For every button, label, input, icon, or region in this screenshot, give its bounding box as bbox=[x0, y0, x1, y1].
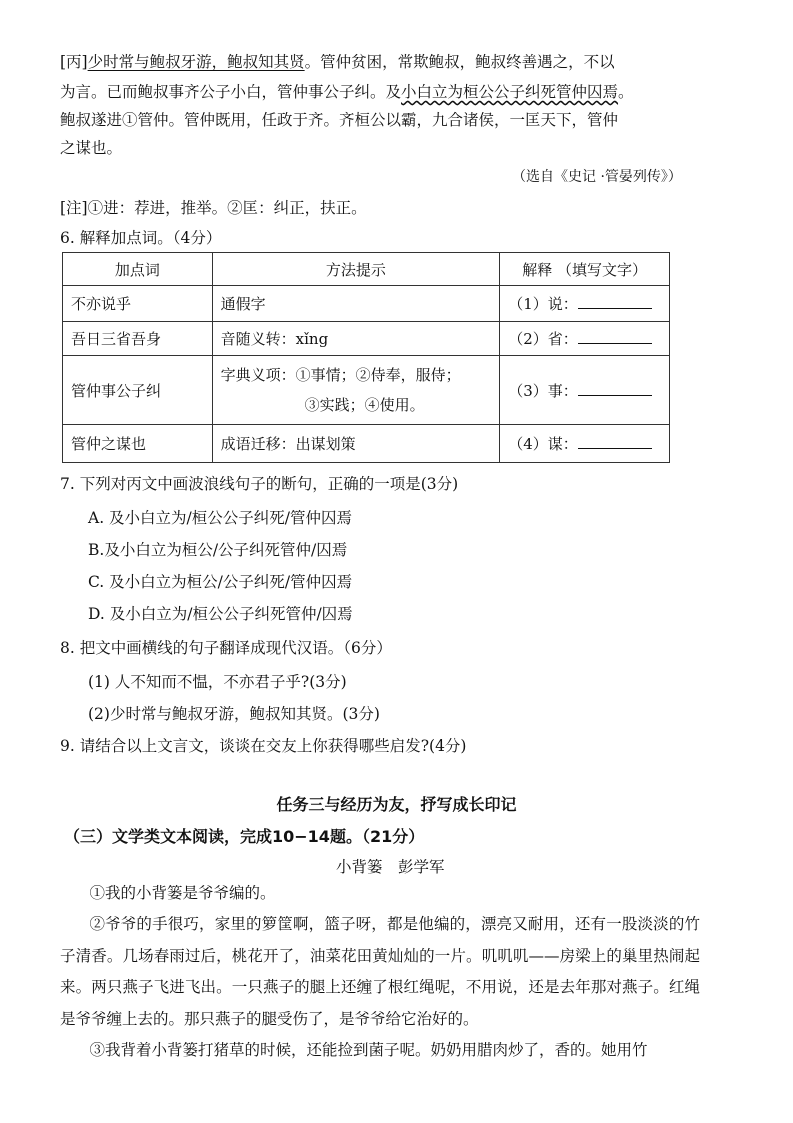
table-cell-hint: 成语迁移：出谋划策 bbox=[212, 425, 500, 463]
table-cell-word: 管仲之谋也 bbox=[63, 425, 213, 463]
answer-blank[interactable] bbox=[578, 328, 652, 344]
question-6-stem: 6. 解释加点词。（4分） bbox=[60, 229, 222, 247]
table-cell-hint: 音随义转：xǐng bbox=[212, 322, 500, 356]
table-cell-answer bbox=[500, 425, 670, 463]
question-8-stem: 8. 把文中画横线的句子翻译成现代汉语。（6分） bbox=[60, 639, 392, 657]
passage-text: 。 bbox=[618, 83, 634, 101]
passage-bracket-label: [丙] bbox=[60, 53, 88, 71]
table-cell-answer bbox=[500, 286, 670, 322]
question-9-stem: 9. 请结合以上文言文，谈谈在交友上你获得哪些启发?(4分) bbox=[60, 737, 467, 755]
table-cell-answer bbox=[500, 356, 670, 425]
table-cell-answer bbox=[500, 322, 670, 356]
story-title: 小背篓 彭学军 bbox=[336, 858, 445, 876]
table-header: 方法提示 bbox=[212, 253, 500, 286]
underlined-sentence: 少时常与鲍叔牙游，鲍叔知其贤 bbox=[87, 53, 305, 71]
passage-text: 。管仲贫困，常欺鲍叔，鲍叔终善遇之，不以 bbox=[304, 53, 615, 71]
table-row bbox=[63, 356, 670, 425]
passage-text: 为言。已而鲍叔事齐公子小白，管仲事公子纠。及 bbox=[60, 83, 402, 101]
wavy-underlined-sentence: 小白立为桓公公子纠死管仲囚焉 bbox=[401, 83, 619, 101]
footnote: [注]①进：荐进，推举。②匡：纠正，扶正。 bbox=[60, 199, 367, 217]
vocab-table bbox=[62, 252, 670, 463]
table-cell-hint: 通假字 bbox=[212, 286, 500, 322]
answer-label: （3）事： bbox=[508, 381, 578, 400]
passage-line-3: 鲍叔遂进①管仲。管仲既用，任政于齐。齐桓公以霸，九合诸侯，一匡天下，管仲 bbox=[60, 111, 619, 129]
option-d[interactable]: D. 及小白立为/桓公公子纠死管仲/囚焉 bbox=[88, 605, 353, 623]
task-heading: 任务三与经历为友，抒写成长印记 bbox=[276, 795, 517, 814]
passage-source: （选自《史记 ·管晏列传》） bbox=[512, 169, 682, 185]
question-8-item: (2)少时常与鲍叔牙游，鲍叔知其贤。(3分) bbox=[88, 705, 380, 723]
answer-label: （2）省： bbox=[508, 330, 578, 348]
table-cell-word: 管仲事公子纠 bbox=[63, 356, 213, 425]
answer-blank[interactable] bbox=[578, 433, 652, 449]
option-b[interactable]: B.及小白立为桓公/公子纠死管仲/囚焉 bbox=[88, 541, 348, 559]
option-c[interactable]: C. 及小白立为桓公/公子纠死/管仲囚焉 bbox=[88, 573, 353, 591]
story-paragraph-2: ②爷爷的手很巧，家里的箩筐啊，篮子呀，都是他编的，漂亮又耐用，还有一股淡淡的竹子清香。几场春雨过后，桃花开了，油菜花田黄灿灿的一片。叽叽叽——房梁上的巢里热闹起来。两只燕子飞进飞出。一只燕子的腿上还缠了根红绳呢，不用说，还是去年那对燕子。红绳是爷爷缠上去的。那只燕子的腿受伤了，是爷爷给它治好的。 bbox=[60, 915, 700, 1028]
section-heading: （三）文学类文本阅读，完成10−14题。（21分） bbox=[64, 827, 425, 846]
table-cell-hint bbox=[212, 356, 500, 425]
question-8-item: (1) 人不知而不愠，不亦君子乎?(3分) bbox=[88, 673, 347, 691]
table-row bbox=[63, 286, 670, 322]
answer-label: （4）谋： bbox=[508, 435, 578, 453]
hint-line: ③实践；④使用。 bbox=[304, 396, 425, 414]
story-paragraph-3: ③我背着小背篓打猪草的时候，还能捡到菌子呢。奶奶用腊肉炒了，香的。她用竹 bbox=[89, 1041, 648, 1059]
table-header-row bbox=[63, 253, 670, 286]
passage-line-1 bbox=[60, 50, 615, 72]
table-cell-word: 吾日三省吾身 bbox=[63, 322, 213, 356]
answer-label: （1）说： bbox=[508, 295, 578, 313]
answer-blank[interactable] bbox=[578, 380, 652, 396]
table-row bbox=[63, 425, 670, 463]
table-header: 解释 （填写文字） bbox=[500, 253, 670, 286]
option-a[interactable]: A. 及小白立为/桓公公子纠死/管仲囚焉 bbox=[88, 509, 352, 527]
hint-line: 字典义项：①事情；②侍奉，服侍； bbox=[220, 366, 461, 384]
answer-blank[interactable] bbox=[578, 293, 652, 309]
table-row bbox=[63, 322, 670, 356]
passage-line-4: 之谋也。 bbox=[60, 139, 123, 157]
table-header: 加点词 bbox=[63, 253, 213, 286]
question-7-stem: 7. 下列对丙文中画波浪线句子的断句，正确的一项是(3分) bbox=[60, 475, 459, 493]
table-cell-word: 不亦说乎 bbox=[63, 286, 213, 322]
passage-line-2 bbox=[60, 80, 634, 102]
story-paragraph-1: ①我的小背篓是爷爷编的。 bbox=[89, 884, 276, 902]
